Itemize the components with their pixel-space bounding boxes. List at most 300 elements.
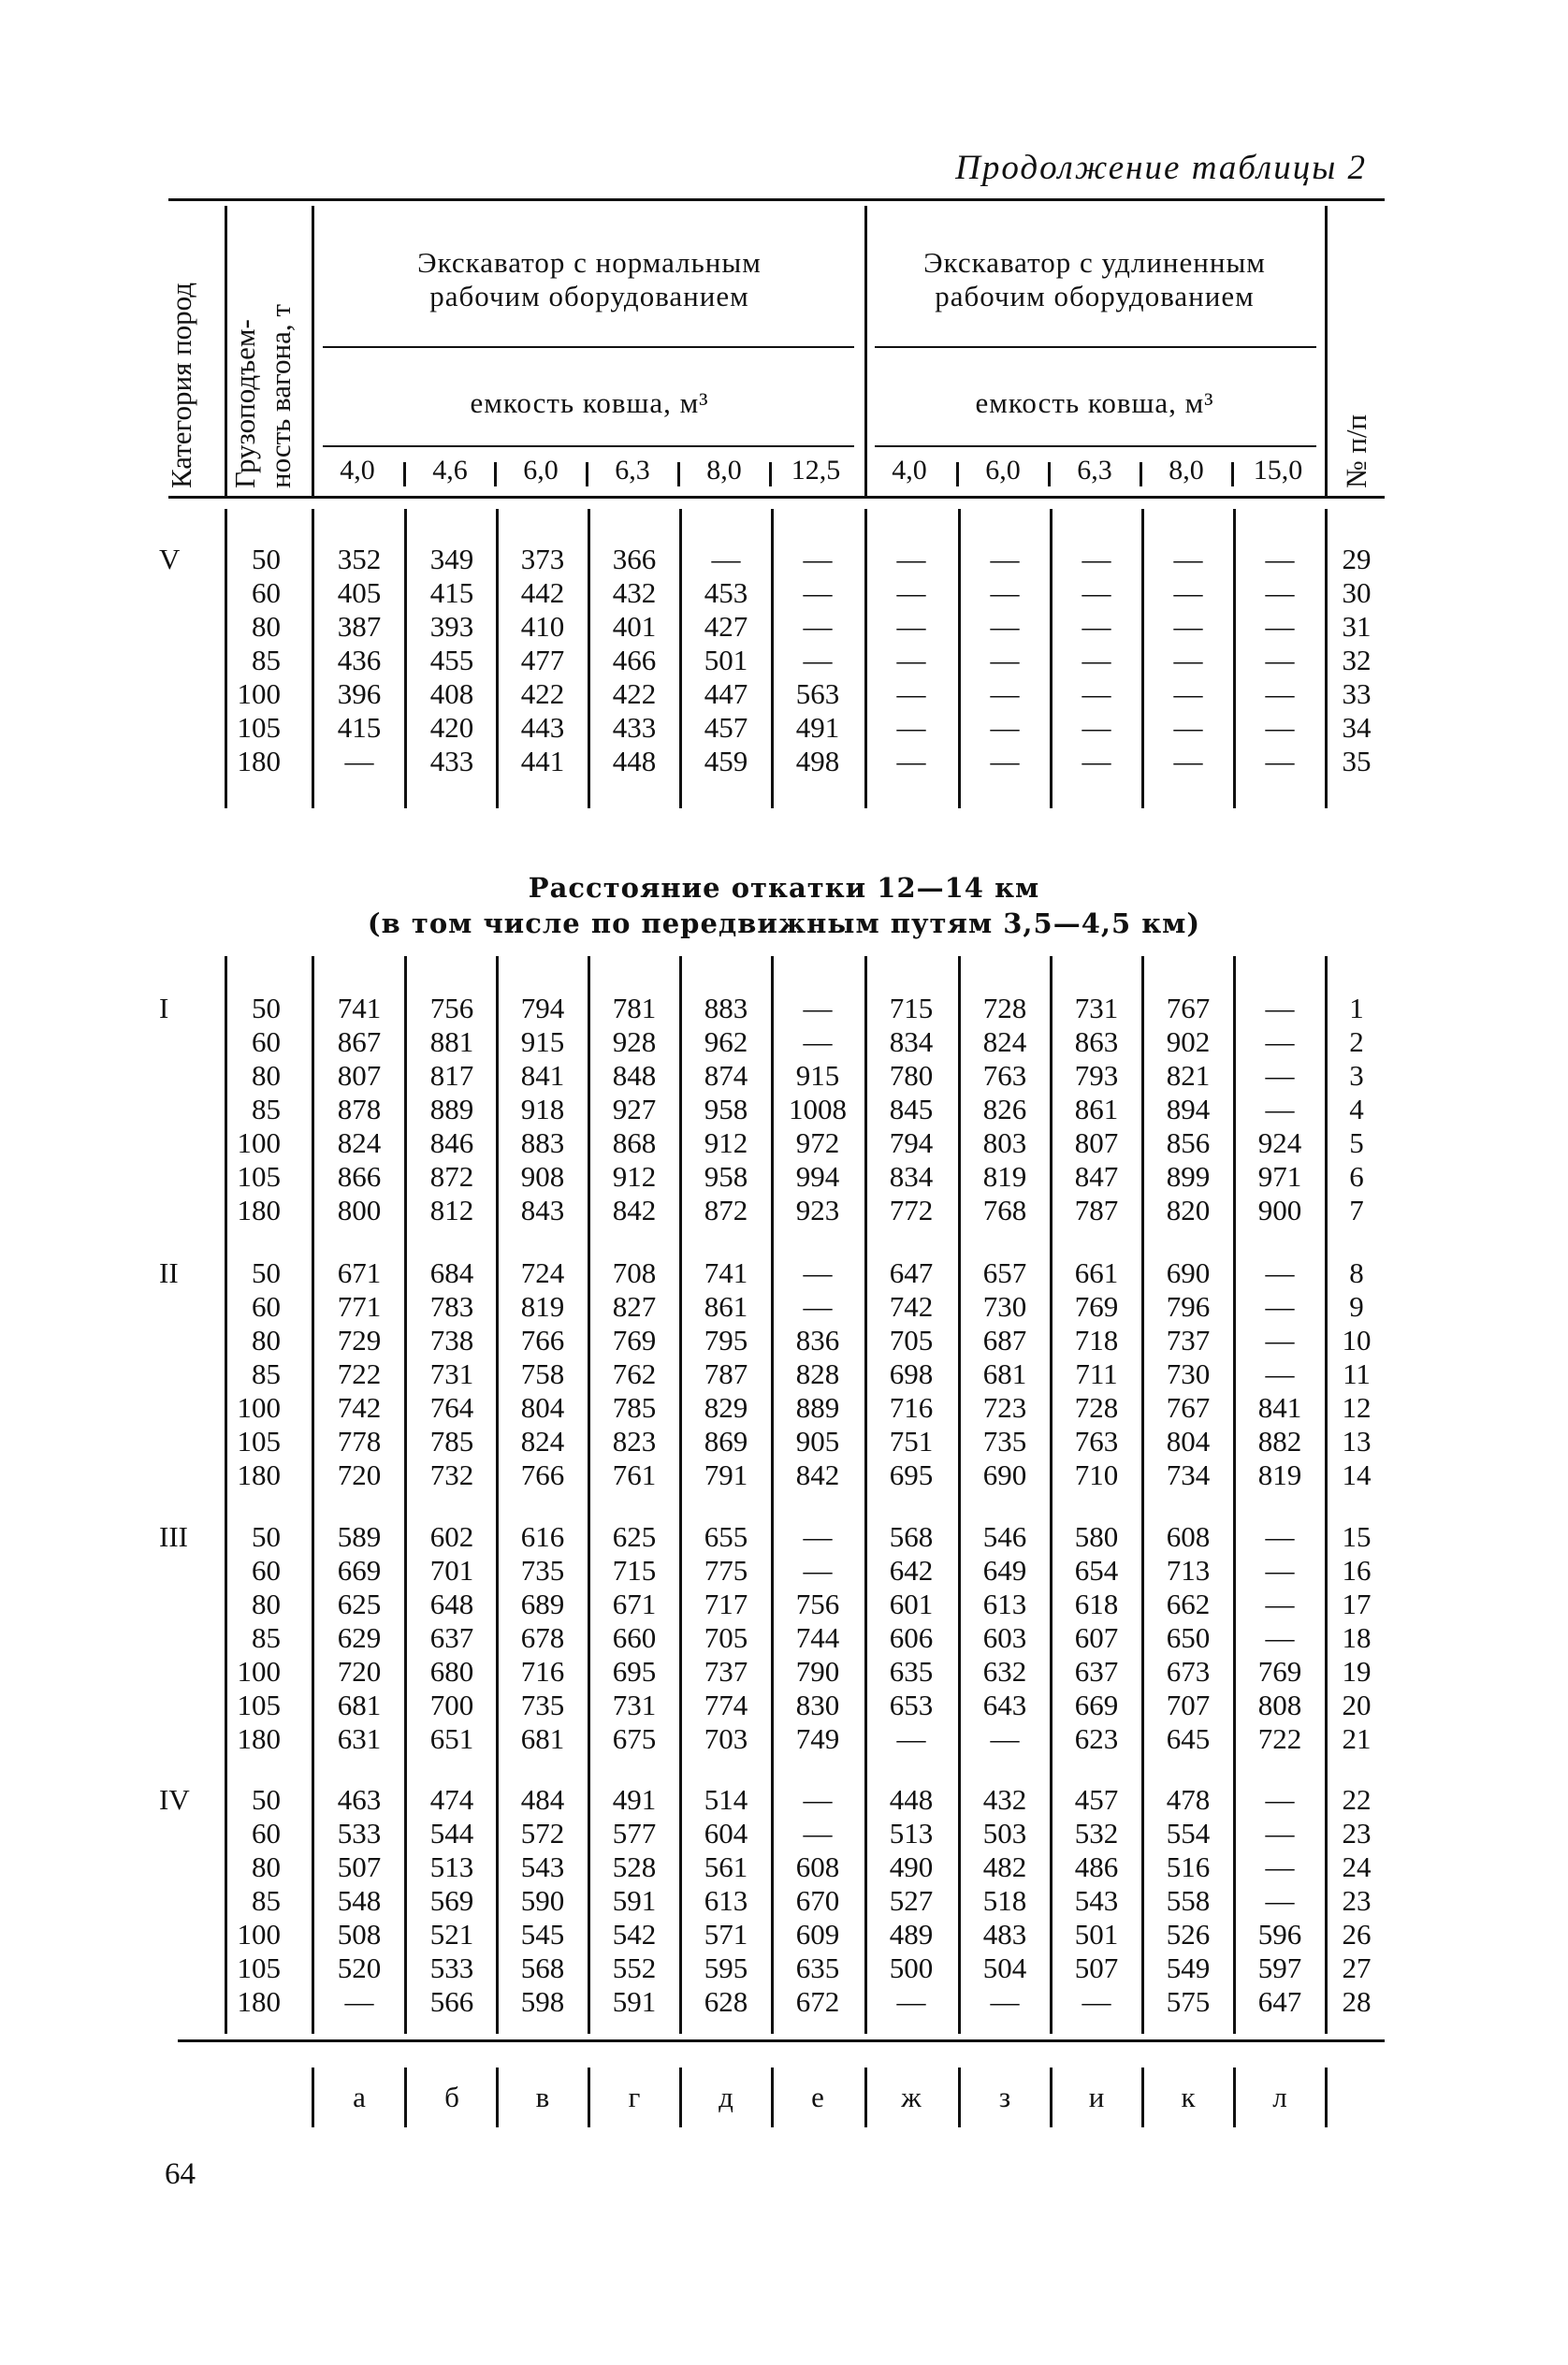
table-cell: 549	[1166, 1951, 1211, 1984]
table-cell: 661	[1074, 1256, 1119, 1289]
table-cell: —	[803, 1554, 833, 1587]
table-cell: 769	[612, 1324, 657, 1357]
table-cell: 834	[889, 1025, 934, 1058]
table-cell: 631	[337, 1722, 382, 1755]
table-cell: —	[1265, 1093, 1295, 1125]
table-cell: 689	[520, 1588, 565, 1620]
capacity-cell: 50	[252, 543, 281, 575]
table-cell: —	[1265, 644, 1295, 676]
table-cell: 817	[429, 1059, 474, 1092]
table-cell: 741	[704, 1256, 748, 1289]
table-cell: 608	[795, 1850, 840, 1883]
table-cell: 905	[795, 1425, 840, 1458]
table-cell: 927	[612, 1093, 657, 1125]
table-cell: 420	[429, 711, 474, 744]
table-cell: —	[1265, 1884, 1295, 1917]
column-divider	[679, 956, 682, 2034]
table-cell: 971	[1257, 1160, 1302, 1193]
table-cell: —	[896, 576, 926, 609]
table-cell: 867	[337, 1025, 382, 1058]
table-cell: 958	[704, 1093, 748, 1125]
table-cell: 572	[520, 1817, 565, 1850]
table-cell: 632	[982, 1655, 1027, 1688]
bucket-size-separator	[956, 462, 959, 486]
table-cell: 847	[1074, 1160, 1119, 1193]
table-cell: —	[1082, 745, 1111, 777]
table-cell: 705	[889, 1324, 934, 1357]
column-divider	[1141, 509, 1144, 808]
table-cell: 768	[982, 1194, 1027, 1226]
capacity-cell: 105	[237, 1425, 281, 1458]
table-cell: 868	[612, 1126, 657, 1159]
table-cell: 716	[520, 1655, 565, 1688]
table-cell: 670	[795, 1884, 840, 1917]
table-cell: —	[990, 1722, 1020, 1755]
table-cell: —	[896, 543, 926, 575]
table-cell: 671	[337, 1256, 382, 1289]
table-cell: 723	[982, 1391, 1027, 1424]
table-cell: 729	[337, 1324, 382, 1357]
table-cell: 546	[982, 1520, 1027, 1553]
data-column	[498, 992, 588, 1227]
table-cell: 393	[429, 610, 474, 643]
column-letter: з	[998, 2081, 1011, 2113]
column-divider	[496, 956, 499, 2034]
row-number-cell: 10	[1342, 1324, 1372, 1357]
column-letter: ж	[901, 2081, 922, 2113]
table-cell: 443	[520, 711, 565, 744]
table-cell: —	[803, 1290, 833, 1323]
capacity-column	[206, 992, 281, 1227]
table-cell: 908	[520, 1160, 565, 1193]
table-cell: —	[1173, 543, 1203, 575]
table-cell: —	[1265, 576, 1295, 609]
row-number-cell: 21	[1342, 1722, 1372, 1755]
section-subtitle: (в том числе по передвижным путям 3,5—4,5 км)	[367, 907, 1201, 939]
table-cell: 408	[429, 677, 474, 710]
page-number: 64	[165, 2157, 196, 2191]
table-cell: 396	[337, 677, 382, 710]
table-cell: 804	[520, 1391, 565, 1424]
table-cell: 900	[1257, 1194, 1302, 1226]
table-cell: —	[803, 1520, 833, 1553]
table-cell: 883	[520, 1126, 565, 1159]
table-cell: —	[990, 644, 1020, 676]
bucket-size-separator	[1140, 462, 1142, 486]
table-cell: 501	[1074, 1918, 1119, 1951]
table-cell: 500	[889, 1951, 934, 1984]
table-cell: —	[896, 644, 926, 676]
data-column	[314, 992, 404, 1227]
table-cell: 558	[1166, 1884, 1211, 1917]
table-cell: —	[1265, 1588, 1295, 1620]
row-number-cell: 28	[1342, 1985, 1372, 2018]
table-cell: 807	[1074, 1126, 1119, 1159]
table-cell: 544	[429, 1817, 474, 1850]
table-cell: 415	[429, 576, 474, 609]
table-cell: 958	[704, 1160, 748, 1193]
column-divider	[588, 509, 590, 808]
row-number-cell: 7	[1349, 1194, 1364, 1226]
table-cell: 672	[795, 1985, 840, 2018]
row-number-cell: 23	[1342, 1884, 1372, 1917]
table-cell: 785	[429, 1425, 474, 1458]
data-column	[498, 543, 588, 778]
table-cell: 731	[612, 1689, 657, 1721]
capacity-cell: 80	[252, 1588, 281, 1620]
column-divider	[312, 956, 314, 2034]
table-cell: 671	[612, 1588, 657, 1620]
table-cell: 874	[704, 1059, 748, 1092]
table-cell: 734	[1166, 1458, 1211, 1491]
table-cell: 491	[612, 1783, 657, 1816]
table-cell: 882	[1257, 1425, 1302, 1458]
bucket-size-cell: 8,0	[1169, 455, 1204, 486]
table-cell: 742	[337, 1391, 382, 1424]
table-cell: 654	[1074, 1554, 1119, 1587]
table-cell: 819	[982, 1160, 1027, 1193]
capacity-column	[206, 1783, 281, 2019]
table-cell: 436	[337, 644, 382, 676]
capacity-header-line1: Грузоподъем-	[228, 319, 261, 488]
row-number-cell: 14	[1342, 1458, 1372, 1491]
table-cell: 824	[337, 1126, 382, 1159]
table-cell: 521	[429, 1918, 474, 1951]
capacity-cell: 180	[237, 1194, 281, 1226]
table-cell: —	[1082, 543, 1111, 575]
table-cell: —	[896, 1722, 926, 1755]
table-cell: —	[990, 543, 1020, 575]
extended-excavator-subtitle: рабочим оборудованием	[935, 280, 1255, 312]
table-cell: 820	[1166, 1194, 1211, 1226]
table-cell: 516	[1166, 1850, 1211, 1883]
table-cell: —	[990, 711, 1020, 744]
table-cell: 528	[612, 1850, 657, 1883]
table-cell: 543	[520, 1850, 565, 1883]
table-cell: 785	[612, 1391, 657, 1424]
data-column	[1235, 1256, 1325, 1492]
table-cell: 466	[612, 644, 657, 676]
table-cell: 807	[337, 1059, 382, 1092]
table-cell: 657	[982, 1256, 1027, 1289]
table-cell: 737	[1166, 1324, 1211, 1357]
bucket-size-cell: 4,0	[892, 455, 927, 486]
bucket-size-cell: 15,0	[1253, 455, 1303, 486]
section-title: Расстояние откатки 12—14 км	[528, 872, 1040, 904]
table-cell: 735	[520, 1554, 565, 1587]
bucket-size-cell: 6,0	[523, 455, 559, 486]
table-cell: 778	[337, 1425, 382, 1458]
table-cell: 352	[337, 543, 382, 575]
table-cell: 761	[612, 1458, 657, 1491]
row-number-column	[1328, 1783, 1385, 2019]
capacity-cell: 85	[252, 1357, 281, 1390]
table-cell: —	[1265, 1520, 1295, 1553]
table-cell: 728	[982, 992, 1027, 1024]
bucket-size-separator	[769, 462, 772, 486]
table-cell: 724	[520, 1256, 565, 1289]
capacity-cell: 100	[237, 1655, 281, 1688]
row-number-column	[1328, 1520, 1385, 1756]
row-number-cell: 20	[1342, 1689, 1372, 1721]
table-cell: 520	[337, 1951, 382, 1984]
table-cell: 625	[337, 1588, 382, 1620]
table-cell: 842	[612, 1194, 657, 1226]
table-cell: 716	[889, 1391, 934, 1424]
column-divider	[1050, 509, 1053, 808]
data-column	[314, 1783, 404, 2019]
column-divider	[588, 956, 590, 2034]
table-bottom-rule	[178, 2039, 1385, 2042]
table-cell: 651	[429, 1722, 474, 1755]
data-column	[1143, 1256, 1233, 1492]
column-divider	[404, 956, 407, 2034]
table-cell: —	[1265, 1621, 1295, 1654]
table-cell: 735	[982, 1425, 1027, 1458]
table-cell: 878	[337, 1093, 382, 1125]
table-cell: —	[344, 1985, 374, 2018]
continuation-title: Продолжение таблицы 2	[955, 149, 1367, 187]
table-cell: —	[1082, 677, 1111, 710]
table-cell: 730	[982, 1290, 1027, 1323]
row-number-column	[1328, 543, 1385, 778]
table-cell: 647	[1257, 1985, 1302, 2018]
table-cell: 603	[982, 1621, 1027, 1654]
table-cell: —	[1265, 1783, 1295, 1816]
table-cell: 602	[429, 1520, 474, 1553]
normal-excavator-title: Экскаватор с нормальным	[417, 246, 762, 279]
subheader-rule	[875, 445, 1316, 447]
bucket-size-cell: 6,3	[615, 455, 650, 486]
capacity-cell: 180	[237, 1985, 281, 2018]
table-cell: 568	[520, 1951, 565, 1984]
row-number-cell: 19	[1342, 1655, 1372, 1688]
row-number-cell: 15	[1342, 1520, 1372, 1553]
table-cell: —	[1265, 610, 1295, 643]
table-cell: 749	[795, 1722, 840, 1755]
table-cell: —	[803, 1817, 833, 1850]
data-column	[681, 543, 771, 778]
table-cell: 701	[429, 1554, 474, 1587]
category-label: IV	[159, 1783, 190, 1816]
table-cell: 826	[982, 1093, 1027, 1125]
table-cell: 800	[337, 1194, 382, 1226]
table-cell: 455	[429, 644, 474, 676]
table-cell: 533	[429, 1951, 474, 1984]
data-column	[1143, 543, 1233, 778]
table-cell: 690	[982, 1458, 1027, 1491]
data-column	[589, 1520, 679, 1756]
table-cell: —	[1173, 677, 1203, 710]
table-cell: —	[990, 745, 1020, 777]
table-cell: 711	[1075, 1357, 1118, 1390]
table-cell: —	[1265, 711, 1295, 744]
column-divider	[404, 509, 407, 808]
table-cell: 775	[704, 1554, 748, 1587]
table-cell: 872	[429, 1160, 474, 1193]
table-cell: 669	[337, 1554, 382, 1587]
table-cell: 923	[795, 1194, 840, 1226]
row-number-cell: 8	[1349, 1256, 1364, 1289]
table-cell: 700	[429, 1689, 474, 1721]
table-cell: 732	[429, 1458, 474, 1491]
table-cell: 763	[982, 1059, 1027, 1092]
table-cell: 507	[1074, 1951, 1119, 1984]
table-cell: 681	[337, 1689, 382, 1721]
table-cell: 962	[704, 1025, 748, 1058]
table-cell: 609	[795, 1918, 840, 1951]
column-divider	[771, 956, 774, 2034]
data-column	[1235, 1783, 1325, 2019]
table-cell: —	[1173, 745, 1203, 777]
table-cell: 459	[704, 745, 748, 777]
table-cell: 457	[1074, 1783, 1119, 1816]
table-cell: 918	[520, 1093, 565, 1125]
row-number-cell: 27	[1342, 1951, 1372, 1984]
table-cell: 803	[982, 1126, 1027, 1159]
table-cell: 774	[704, 1689, 748, 1721]
table-cell: 645	[1166, 1722, 1211, 1755]
table-cell: 793	[1074, 1059, 1119, 1092]
row-number-cell: 5	[1349, 1126, 1364, 1159]
table-cell: 841	[1257, 1391, 1302, 1424]
capacity-cell: 85	[252, 1621, 281, 1654]
table-cell: 912	[704, 1126, 748, 1159]
data-column	[866, 1520, 956, 1756]
table-cell: 756	[429, 992, 474, 1024]
table-cell: —	[1265, 992, 1295, 1024]
row-number-cell: 11	[1343, 1357, 1371, 1390]
table-cell: 794	[520, 992, 565, 1024]
table-cell: 869	[704, 1425, 748, 1458]
table-cell: —	[803, 992, 833, 1024]
capacity-cell: 60	[252, 1817, 281, 1850]
table-cell: 783	[429, 1290, 474, 1323]
table-cell: 448	[612, 745, 657, 777]
table-cell: 767	[1166, 1391, 1211, 1424]
category-header: Категория пород	[165, 282, 197, 488]
table-cell: —	[1082, 576, 1111, 609]
column-divider	[864, 509, 867, 808]
table-cell: 484	[520, 1783, 565, 1816]
table-cell: 442	[520, 576, 565, 609]
subheader-rule	[323, 346, 854, 348]
table-cell: 762	[612, 1357, 657, 1390]
table-cell: 518	[982, 1884, 1027, 1917]
table-cell: 713	[1166, 1554, 1211, 1587]
table-cell: 498	[795, 745, 840, 777]
data-column	[773, 1520, 863, 1756]
row-number-cell: 12	[1342, 1391, 1372, 1424]
table-cell: 731	[429, 1357, 474, 1390]
table-cell: 598	[520, 1985, 565, 2018]
table-cell: 628	[704, 1985, 748, 2018]
table-cell: 730	[1166, 1357, 1211, 1390]
data-column	[407, 1256, 497, 1492]
data-column	[773, 1256, 863, 1492]
table-cell: 707	[1166, 1689, 1211, 1721]
table-cell: 513	[429, 1850, 474, 1883]
capacity-cell: 80	[252, 610, 281, 643]
column-divider	[1141, 956, 1144, 2034]
table-cell: 808	[1257, 1689, 1302, 1721]
table-cell: 433	[612, 711, 657, 744]
row-number-cell: 13	[1342, 1425, 1372, 1458]
table-cell: 731	[1074, 992, 1119, 1024]
table-cell: 608	[1166, 1520, 1211, 1553]
table-cell: 756	[795, 1588, 840, 1620]
table-cell: 758	[520, 1357, 565, 1390]
data-column	[960, 543, 1050, 778]
table-cell: —	[1265, 1817, 1295, 1850]
table-cell: 604	[704, 1817, 748, 1850]
table-cell: 824	[520, 1425, 565, 1458]
table-cell: 861	[1074, 1093, 1119, 1125]
column-letter: б	[444, 2081, 459, 2113]
row-number-cell: 4	[1349, 1093, 1364, 1125]
table-cell: 477	[520, 644, 565, 676]
table-cell: 532	[1074, 1817, 1119, 1850]
table-cell: 543	[1074, 1884, 1119, 1917]
capacity-cell: 85	[252, 1884, 281, 1917]
table-cell: 843	[520, 1194, 565, 1226]
table-cell: 861	[704, 1290, 748, 1323]
table-cell: 650	[1166, 1621, 1211, 1654]
bucket-size-separator	[677, 462, 680, 486]
table-cell: 828	[795, 1357, 840, 1390]
table-cell: 616	[520, 1520, 565, 1553]
table-cell: 681	[520, 1722, 565, 1755]
data-column	[1235, 543, 1325, 778]
column-letter: и	[1088, 2081, 1105, 2113]
table-cell: —	[1173, 711, 1203, 744]
data-column	[498, 1256, 588, 1492]
data-column	[1235, 992, 1325, 1227]
bucket-size-cell: 8,0	[706, 455, 742, 486]
table-cell: 427	[704, 610, 748, 643]
table-cell: 741	[337, 992, 382, 1024]
header-divider	[312, 206, 314, 496]
table-cell: 432	[612, 576, 657, 609]
table-cell: 772	[889, 1194, 934, 1226]
table-cell: —	[1265, 1554, 1295, 1587]
table-cell: 722	[1257, 1722, 1302, 1755]
table-cell: —	[896, 610, 926, 643]
data-column	[314, 543, 404, 778]
table-cell: 503	[982, 1817, 1027, 1850]
capacity-cell: 80	[252, 1324, 281, 1357]
table-cell: 763	[1074, 1425, 1119, 1458]
bucket-size-cell: 6,0	[985, 455, 1021, 486]
table-cell: 595	[704, 1951, 748, 1984]
table-cell: 771	[337, 1290, 382, 1323]
data-column	[681, 1256, 771, 1492]
footer-divider	[1325, 2068, 1328, 2127]
table-cell: 881	[429, 1025, 474, 1058]
table-cell: 928	[612, 1025, 657, 1058]
table-cell: 769	[1257, 1655, 1302, 1688]
table-cell: 823	[612, 1425, 657, 1458]
data-column	[1143, 1520, 1233, 1756]
row-number-cell: 2	[1349, 1025, 1364, 1058]
table-cell: 501	[704, 644, 748, 676]
table-cell: 698	[889, 1357, 934, 1390]
table-cell: 577	[612, 1817, 657, 1850]
table-cell: 902	[1166, 1025, 1211, 1058]
capacity-cell: 105	[237, 711, 281, 744]
table-cell: —	[990, 610, 1020, 643]
table-cell: 841	[520, 1059, 565, 1092]
